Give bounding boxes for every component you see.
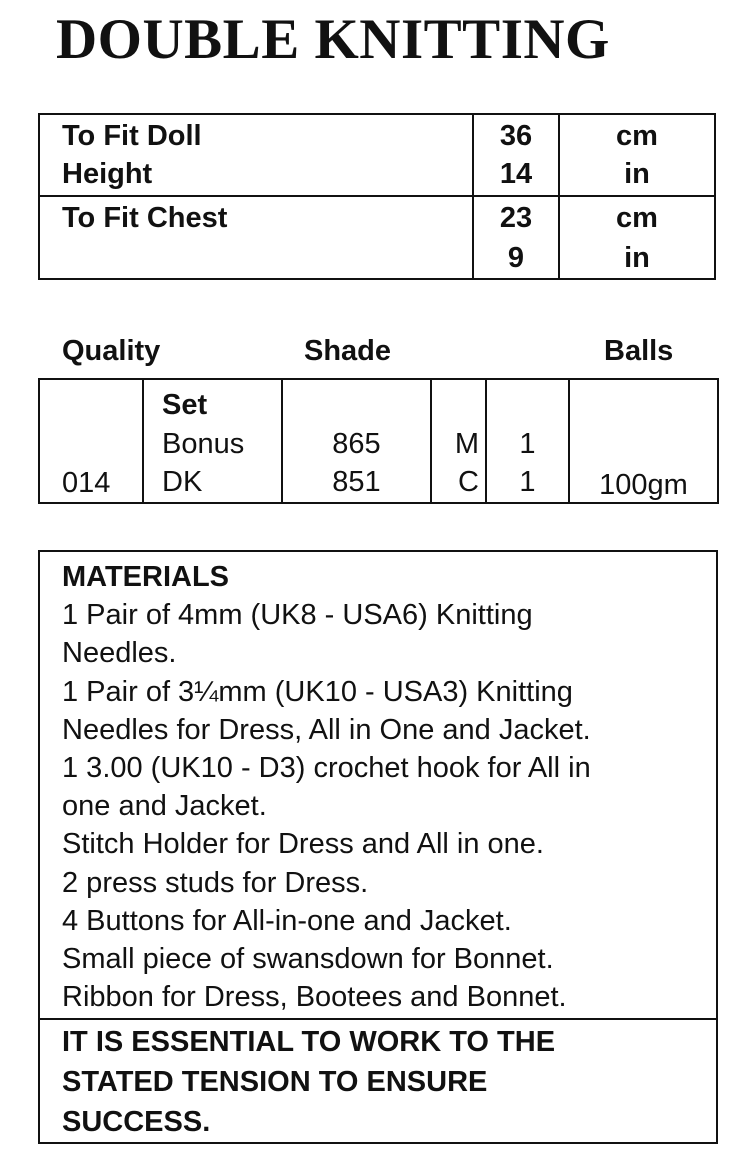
materials-box	[38, 550, 718, 1144]
materials-line: Ribbon for Dress, Bootees and Bonnet.	[62, 981, 567, 1014]
main-colour-letter: M	[454, 428, 479, 460]
materials-line: 1 Pair of 4mm (UK8 - USA6) Knitting	[62, 599, 533, 632]
shade-c-number: 851	[332, 466, 381, 498]
shade-m-number: 865	[332, 428, 381, 460]
doll-cm-unit: cm	[616, 120, 658, 152]
chest-cm-value: 23	[499, 202, 533, 234]
materials-line: 4 Buttons for All-in-one and Jacket.	[62, 904, 512, 937]
ball-weight: 100gm	[599, 469, 688, 501]
materials-heading: MATERIALS	[62, 561, 230, 593]
chest-cm-unit: cm	[616, 202, 658, 234]
tension-note-line: SUCCESS.	[62, 1106, 211, 1138]
materials-line: one and Jacket.	[62, 790, 267, 823]
chest-label: To Fit Chest	[62, 202, 228, 234]
yarn-name-line-3: DK	[162, 466, 203, 498]
doll-cm-value: 36	[499, 120, 533, 152]
materials-line: Small piece of swansdown for Bonnet.	[62, 943, 554, 976]
doll-in-value: 14	[499, 158, 533, 190]
yarn-name-line-2: Bonus	[162, 428, 245, 460]
balls-header: Balls	[604, 335, 674, 367]
tension-note-line: STATED TENSION TO ENSURE	[62, 1066, 488, 1098]
doll-label-height: Height	[62, 158, 153, 190]
materials-line: Needles.	[62, 637, 177, 670]
quality-code: 014	[62, 467, 111, 499]
materials-line: 1 3.00 (UK10 - D3) crochet hook for All in	[62, 752, 591, 785]
chest-in-unit: in	[624, 242, 650, 274]
chest-in-value: 9	[507, 242, 525, 274]
shade-header: Shade	[304, 335, 392, 367]
yarn-name-line-1: Set	[162, 389, 208, 421]
sizes-table	[38, 113, 716, 280]
doll-label: To Fit Doll	[62, 120, 202, 152]
tension-note	[62, 1022, 702, 1142]
tension-note-line: IT IS ESSENTIAL TO WORK TO THE	[62, 1026, 556, 1058]
quality-header: Quality	[62, 335, 161, 367]
materials-line: 1 Pair of 3¼mm (UK10 - USA3) Knitting	[62, 675, 573, 708]
materials-line: Stitch Holder for Dress and All in one.	[62, 828, 544, 861]
materials-line: Needles for Dress, All in One and Jacket.	[62, 713, 591, 746]
materials-section	[62, 558, 702, 1016]
yarn-table	[38, 378, 719, 504]
contrast-colour-letter: C	[458, 466, 479, 498]
page-title: DOUBLE KNITTING	[56, 8, 610, 71]
materials-line: 2 press studs for Dress.	[62, 866, 369, 899]
doll-in-unit: in	[624, 158, 650, 190]
balls-c-count: 1	[519, 466, 536, 498]
balls-m-count: 1	[519, 428, 536, 460]
